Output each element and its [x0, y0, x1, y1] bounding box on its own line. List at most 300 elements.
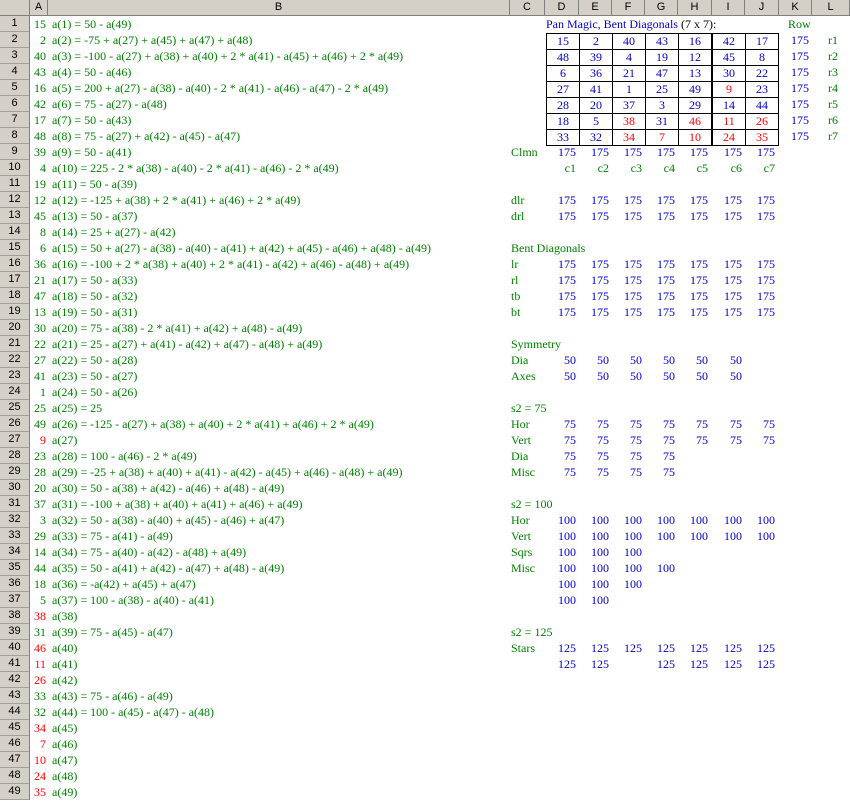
cell-b19[interactable]: a(19) = 50 - a(31)	[52, 305, 138, 319]
cell-b2[interactable]: a(2) = -75 + a(27) + a(45) + a(47) + a(48)	[52, 33, 253, 47]
magic-cell[interactable]: 24	[712, 129, 746, 146]
row-header-6[interactable]: 6	[0, 96, 30, 112]
row-label: r6	[828, 113, 838, 127]
column-header-g[interactable]: G	[645, 0, 678, 16]
row-header-20[interactable]: 20	[0, 320, 30, 336]
cell-a4[interactable]: 43	[34, 65, 46, 79]
magic-cell[interactable]: 34	[612, 129, 646, 146]
row-header-3[interactable]: 3	[0, 48, 30, 64]
cell-b47[interactable]: a(47)	[52, 753, 78, 767]
s2-75-label: Hor	[511, 417, 530, 431]
bent-sum: 175	[558, 289, 576, 303]
row-header-41[interactable]: 41	[0, 656, 30, 672]
s2-75-label: Dia	[511, 449, 529, 463]
cell-b46[interactable]: a(46)	[52, 737, 78, 751]
cell-b43[interactable]: a(43) = 75 - a(46) - a(49)	[52, 689, 173, 703]
s2-75-sum: 75	[763, 417, 775, 431]
cell-b12[interactable]: a(12) = -125 + a(38) + 2 * a(41) + a(46) + 2 * a(49)	[52, 193, 301, 207]
row-header-30[interactable]: 30	[0, 480, 30, 496]
row-label: r2	[828, 49, 838, 63]
s2-100-sum: 100	[591, 577, 609, 591]
cell-a16[interactable]: 36	[34, 257, 46, 271]
magic-cell[interactable]: 25	[645, 81, 679, 98]
s2-125-sum: 125	[657, 657, 675, 671]
s2-125-label: Stars	[511, 641, 535, 655]
s2-100-sum: 100	[624, 561, 642, 575]
cell-a46[interactable]: 7	[40, 737, 46, 751]
row-header-9[interactable]: 9	[0, 144, 30, 160]
s2-125-sum: 125	[757, 641, 775, 655]
cell-a20[interactable]: 30	[34, 321, 46, 335]
row-label: r7	[828, 129, 838, 143]
drl-sum: 175	[624, 209, 642, 223]
cell-b48[interactable]: a(48)	[52, 769, 78, 783]
magic-cell[interactable]: 42	[712, 33, 746, 50]
symmetry-sum: 50	[597, 353, 609, 367]
s2-75-sum: 75	[696, 433, 708, 447]
row-header-12[interactable]: 12	[0, 192, 30, 208]
cell-a22[interactable]: 27	[34, 353, 46, 367]
cell-a38[interactable]: 38	[34, 609, 46, 623]
s2-100-label: Hor	[511, 513, 530, 527]
cell-b25[interactable]: a(25) = 25	[52, 401, 103, 415]
cell-a8[interactable]: 48	[34, 129, 46, 143]
cell-a45[interactable]: 34	[34, 721, 46, 735]
cell-b7[interactable]: a(7) = 50 - a(43)	[52, 113, 132, 127]
cell-b20[interactable]: a(20) = 75 - a(38) - 2 * a(41) + a(42) + a(48) - a(49)	[52, 321, 303, 335]
magic-cell[interactable]: 30	[712, 65, 746, 82]
s2-75-sum: 75	[663, 449, 675, 463]
column-header-b[interactable]: B	[48, 0, 510, 16]
s2-100-title: s2 = 100	[511, 497, 553, 511]
row-header-29[interactable]: 29	[0, 464, 30, 480]
cell-a6[interactable]: 42	[34, 97, 46, 111]
row-header-2[interactable]: 2	[0, 32, 30, 48]
magic-title	[546, 16, 786, 32]
s2-125-sum: 125	[624, 641, 642, 655]
cell-a24[interactable]: 1	[40, 385, 46, 399]
row-header-5[interactable]: 5	[0, 80, 30, 96]
magic-cell[interactable]: 22	[745, 65, 779, 82]
cell-a7[interactable]: 17	[34, 113, 46, 127]
cell-a15[interactable]: 6	[40, 241, 46, 255]
cell-b27[interactable]: a(27)	[52, 433, 78, 447]
magic-cell[interactable]: 41	[579, 81, 613, 98]
magic-cell[interactable]: 35	[745, 129, 779, 146]
row-header-25[interactable]: 25	[0, 400, 30, 416]
magic-cell[interactable]: 19	[645, 49, 679, 66]
row-header-42[interactable]: 42	[0, 672, 30, 688]
cell-b17[interactable]: a(17) = 50 - a(33)	[52, 273, 138, 287]
cell-b39[interactable]: a(39) = 75 - a(45) - a(47)	[52, 625, 173, 639]
s2-100-label: Vert	[511, 529, 531, 543]
cell-b31[interactable]: a(31) = -100 + a(38) + a(40) + a(41) + a(46) + a(49)	[52, 497, 303, 511]
cell-a36[interactable]: 18	[34, 577, 46, 591]
s2-125-sum: 125	[657, 641, 675, 655]
row-header-27[interactable]: 27	[0, 432, 30, 448]
cell-b24[interactable]: a(24) = 50 - a(26)	[52, 385, 138, 399]
drl-label: drl	[511, 209, 525, 223]
row-header-37[interactable]: 37	[0, 592, 30, 608]
cell-a34[interactable]: 14	[34, 545, 46, 559]
column-header-c[interactable]: C	[510, 0, 545, 16]
magic-cell[interactable]: 13	[678, 65, 712, 82]
column-header-a[interactable]: A	[30, 0, 48, 16]
magic-cell[interactable]: 1	[612, 81, 646, 98]
column-sum: 175	[690, 145, 708, 159]
cell-b13[interactable]: a(13) = 50 - a(37)	[52, 209, 138, 223]
magic-cell[interactable]: 4	[612, 49, 646, 66]
row-header-13[interactable]: 13	[0, 208, 30, 224]
row-header-38[interactable]: 38	[0, 608, 30, 624]
cell-a41[interactable]: 11	[34, 657, 46, 671]
magic-cell[interactable]: 5	[579, 113, 613, 130]
magic-cell[interactable]: 45	[712, 49, 746, 66]
magic-cell[interactable]: 46	[678, 113, 712, 130]
cell-a5[interactable]: 16	[34, 81, 46, 95]
row-sum: 175	[791, 129, 809, 143]
s2-100-sum: 100	[558, 529, 576, 543]
s2-100-sum: 100	[558, 561, 576, 575]
bent-label: rl	[511, 273, 519, 287]
cell-b8[interactable]: a(8) = 75 - a(27) + a(42) - a(45) - a(47)	[52, 129, 241, 143]
cell-a29[interactable]: 28	[34, 465, 46, 479]
magic-cell[interactable]: 43	[645, 33, 679, 50]
magic-cell[interactable]: 26	[745, 113, 779, 130]
cell-b29[interactable]: a(29) = -25 + a(38) + a(40) + a(41) - a(42) - a(45) + a(46) - a(48) + a(49)	[52, 465, 403, 479]
cell-b44[interactable]: a(44) = 100 - a(45) - a(47) - a(48)	[52, 705, 215, 719]
select-all-corner[interactable]	[0, 0, 30, 16]
magic-cell[interactable]: 32	[579, 129, 613, 146]
row-header-28[interactable]: 28	[0, 448, 30, 464]
column-sum: 175	[657, 145, 675, 159]
row-header-19[interactable]: 19	[0, 304, 30, 320]
cell-a37[interactable]: 5	[40, 593, 46, 607]
magic-cell[interactable]: 27	[546, 81, 580, 98]
cell-b40[interactable]: a(40)	[52, 641, 78, 655]
column-label: c1	[564, 161, 576, 175]
s2-75-sum: 75	[630, 417, 642, 431]
cell-b45[interactable]: a(45)	[52, 721, 78, 735]
magic-cell[interactable]: 14	[712, 97, 746, 114]
cell-a10[interactable]: 4	[40, 161, 46, 175]
cell-b1[interactable]: a(1) = 50 - a(49)	[52, 17, 132, 31]
row-sum: 175	[791, 81, 809, 95]
cell-a12[interactable]: 12	[34, 193, 46, 207]
symmetry-sum: 50	[696, 369, 708, 383]
magic-cell[interactable]: 28	[546, 97, 580, 114]
symmetry-label: Axes	[511, 369, 536, 383]
bent-sum: 175	[657, 305, 675, 319]
cell-a9[interactable]: 39	[34, 145, 46, 159]
bent-sum: 175	[591, 305, 609, 319]
cell-a25[interactable]: 25	[34, 401, 46, 415]
s2-100-sum: 100	[724, 529, 742, 543]
s2-125-sum: 125	[757, 657, 775, 671]
row-header-31[interactable]: 31	[0, 496, 30, 512]
cell-a3[interactable]: 40	[34, 49, 46, 63]
symmetry-sum: 50	[564, 353, 576, 367]
column-header-j[interactable]: J	[745, 0, 779, 16]
row-header-23[interactable]: 23	[0, 368, 30, 384]
bent-sum: 175	[624, 273, 642, 287]
magic-cell[interactable]: 7	[645, 129, 679, 146]
cell-a44[interactable]: 32	[34, 705, 46, 719]
column-header-i[interactable]: I	[712, 0, 745, 16]
bent-sum: 175	[624, 289, 642, 303]
row-sum: 175	[791, 65, 809, 79]
cell-a35[interactable]: 44	[34, 561, 46, 575]
cell-b15[interactable]: a(15) = 50 + a(27) - a(38) - a(40) - a(41) + a(42) + a(45) - a(46) + a(48) - a(49)	[52, 241, 432, 255]
cell-a30[interactable]: 20	[34, 481, 46, 495]
magic-cell[interactable]: 48	[546, 49, 580, 66]
cell-b22[interactable]: a(22) = 50 - a(28)	[52, 353, 138, 367]
cell-a47[interactable]: 10	[34, 753, 46, 767]
row-header-36[interactable]: 36	[0, 576, 30, 592]
cell-a2[interactable]: 2	[40, 33, 46, 47]
cell-b32[interactable]: a(32) = 50 - a(38) - a(40) + a(45) - a(46) + a(47)	[52, 513, 285, 527]
column-label: c2	[597, 161, 609, 175]
row-header-47[interactable]: 47	[0, 752, 30, 768]
row-header-24[interactable]: 24	[0, 384, 30, 400]
bent-sum: 175	[591, 273, 609, 287]
cell-b41[interactable]: a(41)	[52, 657, 78, 671]
s2-100-sum: 100	[624, 545, 642, 559]
magic-cell[interactable]: 38	[612, 113, 646, 130]
row-header-34[interactable]: 34	[0, 544, 30, 560]
magic-cell[interactable]: 16	[678, 33, 712, 50]
column-header-l[interactable]: L	[812, 0, 850, 16]
row-header-10[interactable]: 10	[0, 160, 30, 176]
row-header-40[interactable]: 40	[0, 640, 30, 656]
cell-a40[interactable]: 46	[34, 641, 46, 655]
cell-a33[interactable]: 29	[34, 529, 46, 543]
magic-cell[interactable]: 47	[645, 65, 679, 82]
magic-cell[interactable]: 8	[745, 49, 779, 66]
column-header-d[interactable]: D	[545, 0, 579, 16]
cell-a14[interactable]: 8	[40, 225, 46, 239]
row-header-8[interactable]: 8	[0, 128, 30, 144]
row-header-21[interactable]: 21	[0, 336, 30, 352]
row-header-11[interactable]: 11	[0, 176, 30, 192]
bent-sum: 175	[724, 305, 742, 319]
column-header-h[interactable]: H	[678, 0, 712, 16]
cell-b49[interactable]: a(49)	[52, 785, 78, 799]
symmetry-label: Dia	[511, 353, 529, 367]
cell-b23[interactable]: a(23) = 50 - a(27)	[52, 369, 138, 383]
cell-a42[interactable]: 26	[34, 673, 46, 687]
cell-a48[interactable]: 24	[34, 769, 46, 783]
column-sum: 175	[591, 145, 609, 159]
bent-sum: 175	[624, 257, 642, 271]
cell-a23[interactable]: 41	[34, 369, 46, 383]
bent-sum: 175	[558, 305, 576, 319]
s2-75-sum: 75	[630, 449, 642, 463]
cell-b14[interactable]: a(14) = 25 + a(27) - a(42)	[52, 225, 176, 239]
row-header-15[interactable]: 15	[0, 240, 30, 256]
s2-75-title: s2 = 75	[511, 401, 547, 415]
cell-b5[interactable]: a(5) = 200 + a(27) - a(38) - a(40) - 2 * a(41) - a(46) - a(47) - 2 * a(49)	[52, 81, 389, 95]
s2-125-sum: 125	[724, 657, 742, 671]
symmetry-sum: 50	[663, 369, 675, 383]
magic-title-size: (7 x 7):	[680, 17, 717, 31]
column-sum: 175	[757, 145, 775, 159]
bent-sum: 175	[757, 257, 775, 271]
cell-a28[interactable]: 23	[34, 449, 46, 463]
cell-a39[interactable]: 31	[34, 625, 46, 639]
cell-b42[interactable]: a(42)	[52, 673, 78, 687]
cell-a43[interactable]: 33	[34, 689, 46, 703]
row-header-17[interactable]: 17	[0, 272, 30, 288]
bent-sum: 175	[724, 257, 742, 271]
magic-cell[interactable]: 9	[712, 81, 746, 98]
s2-100-sum: 100	[558, 545, 576, 559]
bent-sum: 175	[690, 289, 708, 303]
dlr-sum: 175	[624, 193, 642, 207]
cell-b28[interactable]: a(28) = 100 - a(46) - 2 * a(49)	[52, 449, 197, 463]
column-header-f[interactable]: F	[612, 0, 645, 16]
cell-b4[interactable]: a(4) = 50 - a(46)	[52, 65, 132, 79]
row-header-49[interactable]: 49	[0, 784, 30, 800]
magic-cell[interactable]: 39	[579, 49, 613, 66]
cell-b21[interactable]: a(21) = 25 - a(27) + a(41) - a(42) + a(47) - a(48) + a(49)	[52, 337, 323, 351]
s2-75-sum: 75	[763, 433, 775, 447]
magic-cell[interactable]: 37	[612, 97, 646, 114]
row-label: r4	[828, 81, 838, 95]
magic-cell[interactable]: 10	[678, 129, 712, 146]
magic-cell[interactable]: 23	[745, 81, 779, 98]
cell-b33[interactable]: a(33) = 75 - a(41) - a(49)	[52, 529, 173, 543]
bent-sum: 175	[591, 289, 609, 303]
magic-cell[interactable]: 44	[745, 97, 779, 114]
bent-diagonals-title: Bent Diagonals	[511, 241, 586, 255]
column-label: c7	[763, 161, 775, 175]
magic-cell[interactable]: 40	[612, 33, 646, 50]
row-header-18[interactable]: 18	[0, 288, 30, 304]
s2-75-sum: 75	[564, 433, 576, 447]
magic-cell[interactable]: 31	[645, 113, 679, 130]
cell-a11[interactable]: 19	[34, 177, 46, 191]
column-header-k[interactable]: K	[779, 0, 812, 16]
row-header-46[interactable]: 46	[0, 736, 30, 752]
magic-cell[interactable]: 15	[546, 33, 580, 50]
cell-b30[interactable]: a(30) = 50 - a(38) + a(42) - a(46) + a(48) - a(49)	[52, 481, 285, 495]
drl-sum: 175	[558, 209, 576, 223]
symmetry-title: Symmetry	[511, 337, 561, 351]
s2-125-sum: 125	[591, 657, 609, 671]
bent-label: lr	[511, 257, 519, 271]
cell-b11[interactable]: a(11) = 50 - a(39)	[52, 177, 137, 191]
magic-cell[interactable]: 12	[678, 49, 712, 66]
row-header-22[interactable]: 22	[0, 352, 30, 368]
s2-100-sum: 100	[558, 513, 576, 527]
cell-b35[interactable]: a(35) = 50 - a(41) + a(42) - a(47) + a(48) - a(49)	[52, 561, 285, 575]
bent-sum: 175	[657, 273, 675, 287]
magic-cell[interactable]: 49	[678, 81, 712, 98]
row-header-7[interactable]: 7	[0, 112, 30, 128]
cell-b6[interactable]: a(6) = 75 - a(27) - a(48)	[52, 97, 167, 111]
cell-b37[interactable]: a(37) = 100 - a(38) - a(40) - a(41)	[52, 593, 215, 607]
row-sum-header: Row	[788, 17, 811, 31]
row-header-35[interactable]: 35	[0, 560, 30, 576]
cell-b26[interactable]: a(26) = -125 - a(27) + a(38) + a(40) + 2 * a(41) + a(46) + 2 * a(49)	[52, 417, 374, 431]
cell-a31[interactable]: 37	[34, 497, 46, 511]
cell-b34[interactable]: a(34) = 75 - a(40) - a(42) - a(48) + a(49)	[52, 545, 247, 559]
symmetry-sum: 50	[730, 353, 742, 367]
cell-a17[interactable]: 21	[34, 273, 46, 287]
cell-a13[interactable]: 45	[34, 209, 46, 223]
s2-100-label: Sqrs	[511, 545, 533, 559]
magic-cell[interactable]: 36	[579, 65, 613, 82]
row-header-1[interactable]: 1	[0, 16, 30, 32]
cell-a26[interactable]: 49	[34, 417, 46, 431]
cell-b36[interactable]: a(36) = -a(42) + a(45) + a(47)	[52, 577, 196, 591]
magic-cell[interactable]: 33	[546, 129, 580, 146]
cell-b18[interactable]: a(18) = 50 - a(32)	[52, 289, 138, 303]
magic-title-main: Pan Magic, Bent Diagonals	[546, 17, 681, 31]
bent-sum: 175	[657, 257, 675, 271]
row-header-14[interactable]: 14	[0, 224, 30, 240]
row-header-45[interactable]: 45	[0, 720, 30, 736]
cell-a21[interactable]: 22	[34, 337, 46, 351]
row-header-32[interactable]: 32	[0, 512, 30, 528]
magic-cell[interactable]: 21	[612, 65, 646, 82]
row-header-44[interactable]: 44	[0, 704, 30, 720]
cell-a32[interactable]: 3	[40, 513, 46, 527]
magic-cell[interactable]: 11	[712, 113, 746, 130]
magic-cell[interactable]: 29	[678, 97, 712, 114]
column-label: c4	[663, 161, 675, 175]
cell-a18[interactable]: 47	[34, 289, 46, 303]
cell-b38[interactable]: a(38)	[52, 609, 78, 623]
cell-a19[interactable]: 13	[34, 305, 46, 319]
s2-100-sum: 100	[558, 577, 576, 591]
s2-75-sum: 75	[597, 449, 609, 463]
cell-a27[interactable]: 9	[40, 433, 46, 447]
cell-b10[interactable]: a(10) = 225 - 2 * a(38) - a(40) - 2 * a(41) - a(46) - 2 * a(49)	[52, 161, 339, 175]
cell-b16[interactable]: a(16) = -100 + 2 * a(38) + a(40) + 2 * a(41) - a(42) + a(46) - a(48) + a(49)	[52, 257, 410, 271]
row-header-16[interactable]: 16	[0, 256, 30, 272]
row-header-26[interactable]: 26	[0, 416, 30, 432]
row-header-4[interactable]: 4	[0, 64, 30, 80]
s2-100-sum: 100	[657, 561, 675, 575]
row-header-43[interactable]: 43	[0, 688, 30, 704]
column-label: c6	[730, 161, 742, 175]
cell-b9[interactable]: a(9) = 50 - a(41)	[52, 145, 132, 159]
row-header-48[interactable]: 48	[0, 768, 30, 784]
row-label: r5	[828, 97, 838, 111]
column-header-e[interactable]: E	[579, 0, 612, 16]
magic-cell[interactable]: 17	[745, 33, 779, 50]
magic-cell[interactable]: 20	[579, 97, 613, 114]
s2-125-sum: 125	[690, 641, 708, 655]
cell-b3[interactable]: a(3) = -100 - a(27) + a(38) + a(40) + 2 * a(41) - a(45) + a(46) + 2 * a(49)	[52, 49, 404, 63]
bent-sum: 175	[757, 273, 775, 287]
cell-a49[interactable]: 35	[34, 785, 46, 799]
row-sum: 175	[791, 33, 809, 47]
drl-sum: 175	[757, 209, 775, 223]
row-header-39[interactable]: 39	[0, 624, 30, 640]
row-header-33[interactable]: 33	[0, 528, 30, 544]
drl-sum: 175	[690, 209, 708, 223]
s2-75-sum: 75	[663, 465, 675, 479]
cell-a1[interactable]: 15	[34, 17, 46, 31]
magic-cell[interactable]: 2	[579, 33, 613, 50]
magic-cell[interactable]: 3	[645, 97, 679, 114]
magic-cell[interactable]: 6	[546, 65, 580, 82]
dlr-sum: 175	[591, 193, 609, 207]
magic-cell[interactable]: 18	[546, 113, 580, 130]
